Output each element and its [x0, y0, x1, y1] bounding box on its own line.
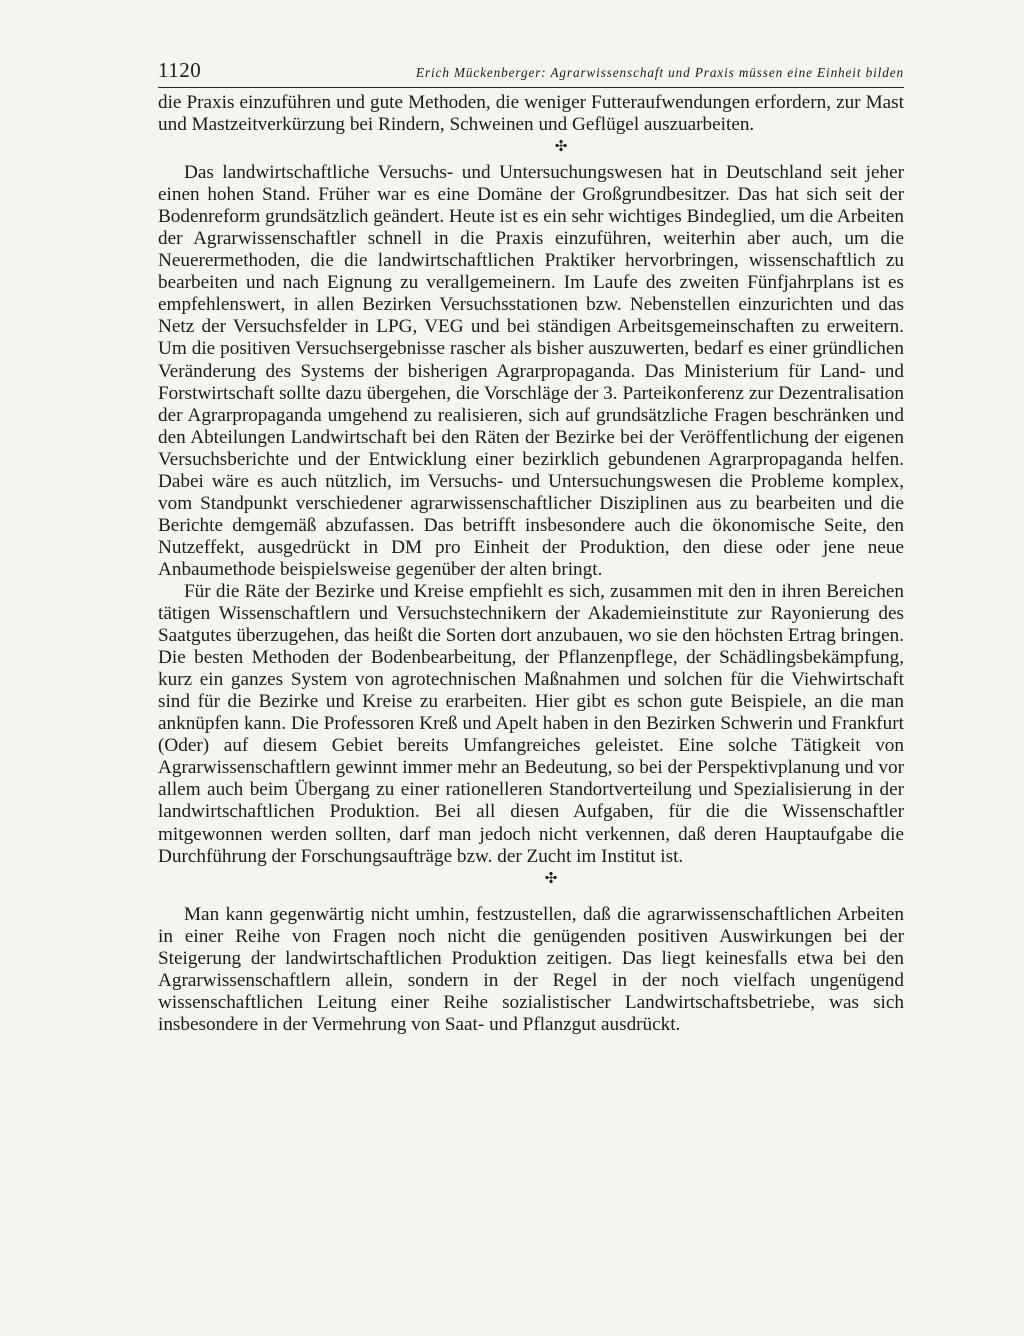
paragraph-raete-der-bezirke: Für die Räte der Bezirke und Kreise empfiehlt es sich, zusammen mit den in ihren Bereichen tätigen Wissenschaftlern und Versuchstechnikern der Akademieinstitute zur Rayonierung des Saatgutes überzugehen, das heißt die Sorten dort anzubauen, wo sie den höchsten Ertrag bringen. Die besten Methoden der Bodenbearbeitung, der Pflanzenpflege, der Schädlingsbekämpfung, kurz ein ganzes System von agrotechnischen Maßnahmen und solchen für die Viehwirtschaft sind für die Bezirke und Kreise zu erarbeiten. Hier gibt es schon gute Beispiele, an die man anknüpfen kann. Die Professoren Kreß und Apelt haben in den Bezirken Schwerin und Frankfurt (Oder) auf diesem Gebiet bereits Umfangreiches geleistet. Eine solche Tätigkeit von Agrarwissenschaftlern gewinnt immer mehr an Bedeutung, so bei der Perspektivplanung und vor allem auch beim Übergang zu einer rationelleren Standortverteilung und Spezialisierung in der landwirtschaftlichen Produktion. Bei all diesen Aufgaben, für die die Wissenschaftler mitgewonnen werden sollten, darf man jedoch nicht verkennen, daß deren Hauptaufgabe die Durchführung der Forschungsaufträge bzw. der Zucht im Institut ist.	[158, 580, 904, 867]
running-title: Erich Mückenberger: Agrarwissenschaft und Praxis müssen eine Einheit bilden	[416, 65, 904, 80]
paragraph-continuation: die Praxis einzuführen und gute Methoden, die weniger Futteraufwendungen erfordern, zur Mast und Mastzeitverkürzung bei Rindern, Schweinen und Geflügel auszuarbeiten.	[158, 92, 904, 136]
paragraph-versuchswesen: Das landwirtschaftliche Versuchs- und Untersuchungswesen hat in Deutschland seit jeher einen hohen Stand. Früher war es eine Domäne der Großgrundbesitzer. Das hat sich seit der Bodenreform grundsätzlich geändert. Heute ist es ein sehr wichtiges Bindeglied, um die Arbeiten der Agrarwissenschaftler schnell in die Praxis einzuführen, weiterhin aber auch, um die Neuerermethoden, die die landwirtschaftlichen Praktiker hervorbringen, wissenschaftlich zu bearbeiten und nach Eignung zu verallgemeinern. Im Laufe des zweiten Fünfjahrplans ist es empfehlenswert, in allen Bezirken Versuchsstationen bzw. Nebenstellen einzurichten und das Netz der Versuchsfelder in LPG, VEG und bei ständigen Arbeitsgemeinschaften zu erweitern. Um die positiven Versuchsergebnisse rascher als bisher auszuwerten, bedarf es einer gründlichen Veränderung des Systems der bisherigen Agrarpropaganda. Das Ministerium für Land- und Forstwirtschaft sollte dazu übergehen, die Vorschläge der 3. Parteikonferenz zur Dezentralisation der Agrarpropaganda umgehend zu realisieren, sich auf grundsätzliche Fragen beschränken und den Abteilungen Landwirtschaft bei den Räten der Bezirke bei der Veröffentlichung der eigenen Versuchsberichte und der Entwicklung einer bezirklich gebundenen Agrarpropaganda helfen. Dabei wäre es auch nützlich, im Versuchs- und Untersuchungswesen die Probleme komplex, vom Standpunkt verschiedener agrarwissenschaftlicher Disziplinen aus zu bearbeiten und die Berichte demgemäß abzufassen. Das betrifft insbesondere auch die ökonomische Seite, den Nutzeffekt, ausgedrückt in DM pro Einheit der Produktion, den diese oder jene neue Anbaumethode beispielsweise gegenüber der alten bringt.	[158, 162, 904, 580]
page-number: 1120	[158, 58, 202, 82]
document-page	[158, 58, 904, 1036]
paragraph-auswirkungen: Man kann gegenwärtig nicht umhin, festzustellen, daß die agrarwissenschaftlichen Arbeiten in einer Reihe von Fragen noch nicht die genügenden positiven Auswirkungen bei der Steigerung der landwirtschaftlichen Produktion zeitigen. Das liegt keinesfalls etwa bei den Agrarwissenschaftlern allein, sondern in der Regel in der noch vielfach ungenügend wissenschaftlichen Leitung einer Reihe sozialistischer Landwirtschaftsbetriebe, was sich insbesondere in der Vermehrung von Saat- und Pflanzgut ausdrückt.	[158, 903, 904, 1035]
section-separator-star-icon: ✣	[554, 139, 568, 156]
running-header	[158, 58, 904, 88]
section-separator-star-icon: ✣	[544, 870, 558, 887]
